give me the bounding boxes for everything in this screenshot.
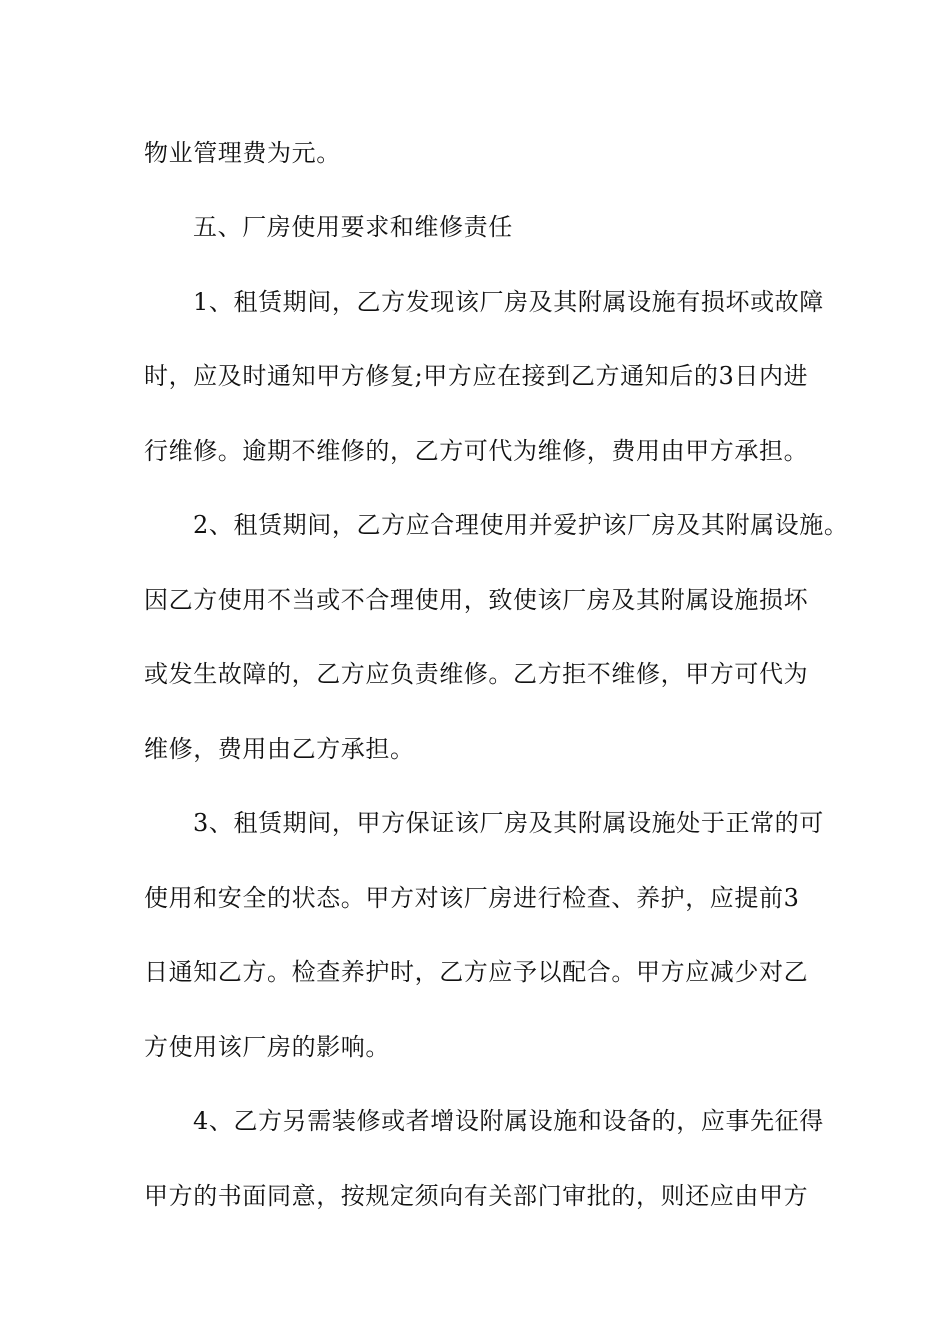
text-line: 2、租赁期间，乙方应合理使用并爱护该厂房及其附属设施。 (193, 511, 849, 539)
text-line: 4、乙方另需装修或者增设附属设施和设备的，应事先征得 (193, 1107, 824, 1135)
text-line: 1、租赁期间，乙方发现该厂房及其附属设施有损坏或故障 (193, 288, 824, 316)
text-line: 甲方的书面同意，按规定须向有关部门审批的，则还应由甲方 (144, 1182, 809, 1210)
text-line: 3、租赁期间，甲方保证该厂房及其附属设施处于正常的可 (193, 809, 824, 837)
text-line: 日通知乙方。检查养护时，乙方应予以配合。甲方应减少对乙 (144, 958, 809, 986)
text-line: 因乙方使用不当或不合理使用，致使该厂房及其附属设施损坏 (144, 586, 809, 614)
text-line: 或发生故障的，乙方应负责维修。乙方拒不维修，甲方可代为 (144, 660, 809, 688)
text-line: 使用和安全的状态。甲方对该厂房进行检查、养护，应提前3 (144, 884, 800, 912)
text-line: 物业管理费为元。 (144, 139, 341, 167)
text-line: 方使用该厂房的影响。 (144, 1033, 390, 1061)
text-line: 维修，费用由乙方承担。 (144, 735, 415, 763)
text-line: 行维修。逾期不维修的，乙方可代为维修，费用由甲方承担。 (144, 437, 809, 465)
section-heading: 五、厂房使用要求和维修责任 (193, 213, 513, 241)
text-line: 时，应及时通知甲方修复;甲方应在接到乙方通知后的3日内进 (144, 362, 809, 390)
